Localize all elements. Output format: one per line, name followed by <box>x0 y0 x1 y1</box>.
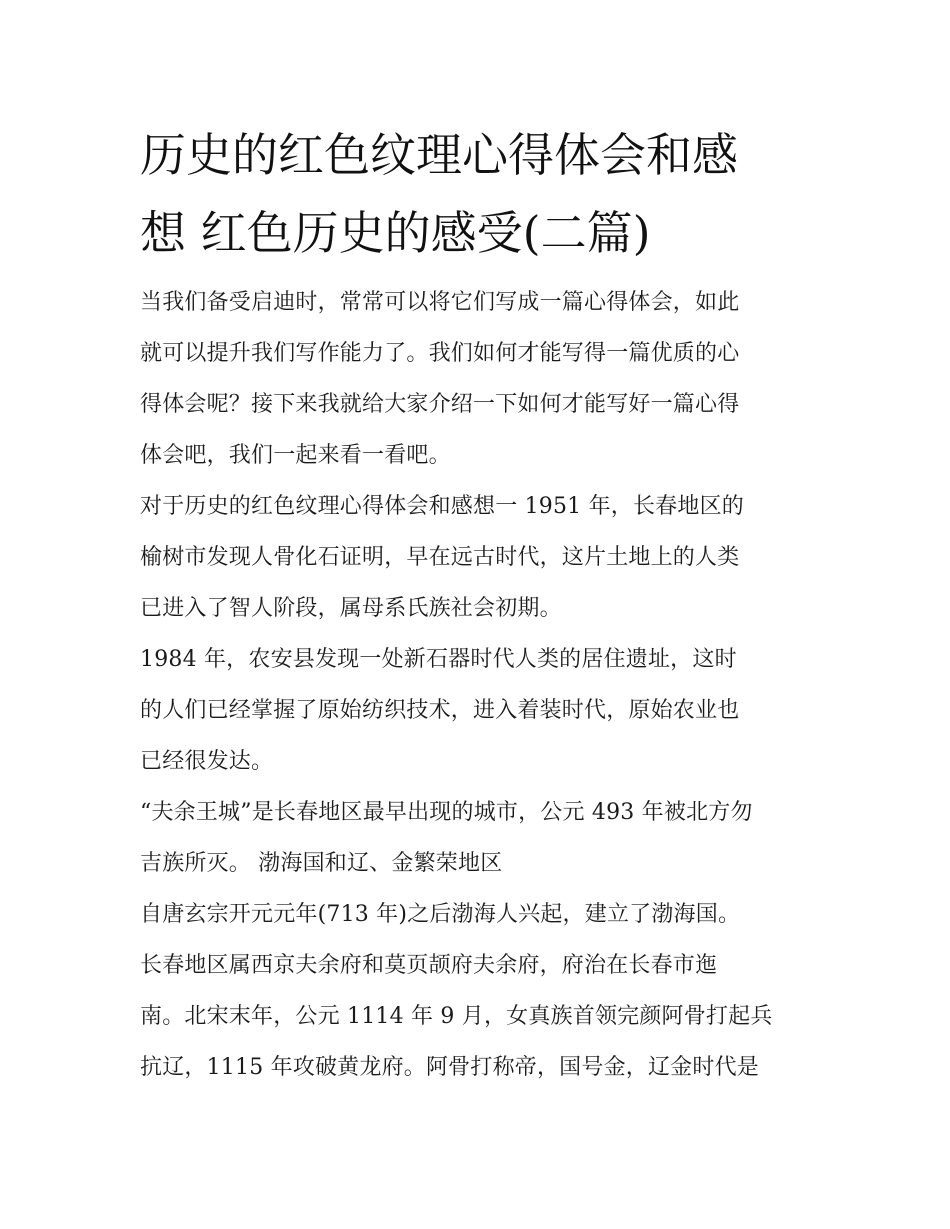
body-line: 南。北宋末年，公元 1114 年 9 月，女真族首领完颜阿骨打起兵 <box>140 1004 773 1029</box>
body-line: 当我们备受启迪时，常常可以将它们写成一篇心得体会，如此 <box>140 290 740 315</box>
document-body <box>140 277 830 1093</box>
body-line: 榆树市发现人骨化石证明，早在远古时代，这片土地上的人类 <box>140 545 740 570</box>
body-line: 1984 年，农安县发现一处新石器时代人类的居住遗址，这时 <box>140 647 737 672</box>
body-line: 长春地区属西京夫余府和莫页颉府夫余府，府治在长春市迤 <box>140 953 718 978</box>
title-line-1: 历史的红色纹理心得体会和感 <box>140 128 738 182</box>
body-line: 就可以提升我们写作能力了。我们如何才能写得一篇优质的心 <box>140 341 740 366</box>
body-line: 得体会呢？接下来我就给大家介绍一下如何才能写好一篇心得 <box>140 392 740 417</box>
body-line: 自唐玄宗开元元年(713 年)之后渤海人兴起，建立了渤海国。 <box>140 902 741 927</box>
body-line: 吉族所灭。 渤海国和辽、金繁荣地区 <box>140 851 503 876</box>
document-title <box>140 116 820 272</box>
body-line: 体会吧，我们一起来看一看吧。 <box>140 443 451 468</box>
body-line: 已经很发达。 <box>140 749 274 774</box>
body-line: “夫余王城”是长春地区最早出现的城市，公元 493 年被北方勿 <box>140 800 753 825</box>
body-line: 对于历史的红色纹理心得体会和感想一 1951 年，长春地区的 <box>140 494 744 519</box>
body-line: 抗辽，1115 年攻破黄龙府。阿骨打称帝，国号金，辽金时代是 <box>140 1055 759 1080</box>
body-line: 的人们已经掌握了原始纺织技术，进入着装时代，原始农业也 <box>140 698 740 723</box>
body-line: 已进入了智人阶段，属母系氏族社会初期。 <box>140 596 562 621</box>
title-line-2: 想 红色历史的感受(二篇) <box>140 206 651 260</box>
